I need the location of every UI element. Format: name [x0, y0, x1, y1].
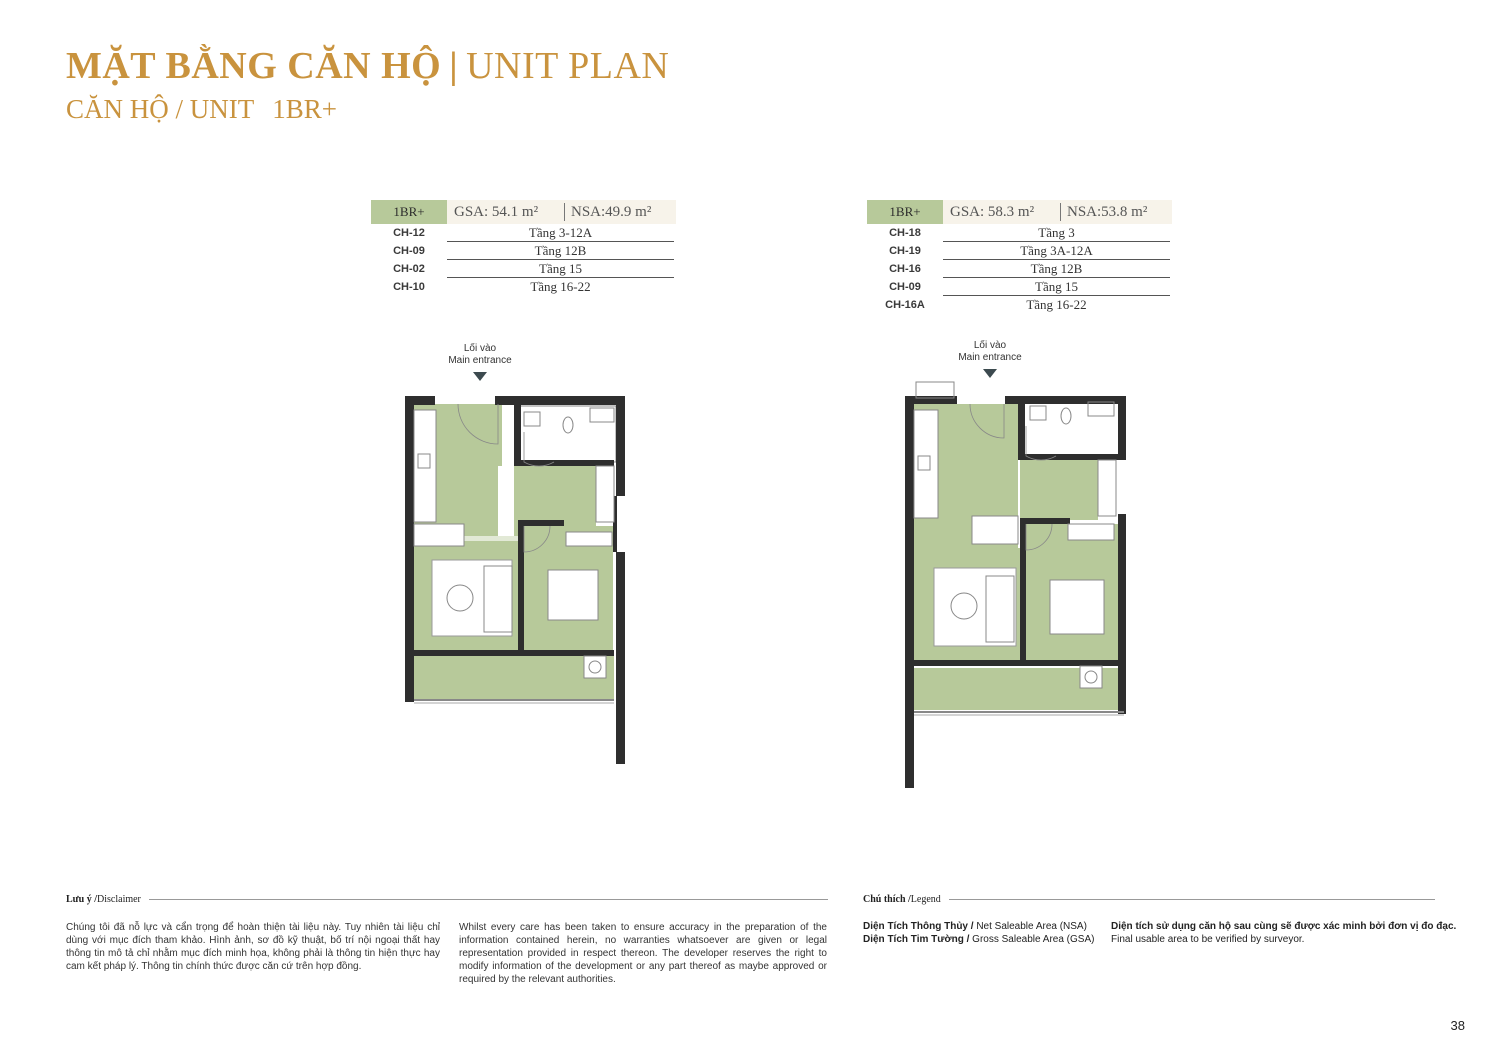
legend-gsa-en: Gross Saleable Area (GSA) — [969, 934, 1095, 945]
legend-gsa-vi: Diện Tích Tim Tường / — [863, 934, 970, 945]
unit-spec-table-2 — [867, 200, 1172, 314]
nsa-value: NSA:49.9 m² — [571, 203, 652, 220]
spec-row — [867, 296, 1172, 314]
unit-code: CH-16 — [889, 263, 921, 275]
unit-code: CH-09 — [889, 281, 921, 293]
living-furniture — [432, 560, 512, 636]
nsa-value: NSA:53.8 m² — [1067, 203, 1148, 220]
entrance-arrow-icon — [983, 369, 997, 378]
unit-code: CH-19 — [889, 245, 921, 257]
gsa-value: GSA: 58.3 m² — [950, 203, 1035, 220]
spec-header — [867, 200, 1172, 224]
legend-gsa — [863, 934, 1094, 945]
disclaimer-head-vi: Lưu ý / — [66, 894, 98, 905]
dining-table — [972, 516, 1018, 544]
legend-nsa-vi: Diện Tích Thông Thủy / — [863, 921, 974, 932]
unit-spec-table-1 — [371, 200, 676, 296]
floor-range: Tầng 12B — [447, 242, 674, 260]
page-subtitle — [66, 94, 337, 125]
floor-plan-1 — [400, 392, 630, 767]
kitchen-counter — [414, 410, 436, 522]
main-entrance-marker-2 — [945, 340, 1035, 378]
unit-code: CH-16A — [885, 299, 925, 311]
legend-nsa-en: Net Saleable Area (NSA) — [973, 921, 1087, 932]
legend-note-en: Final usable area to be verified by surveyor. — [1111, 934, 1305, 945]
disclaimer-head-en: Disclaimer — [97, 894, 141, 905]
spec-row — [371, 224, 676, 242]
floor-range: Tầng 3A-12A — [943, 242, 1170, 260]
disclaimer-text-en: Whilst every care has been taken to ensure accuracy in the preparation of the information contained herein, no warranties whatsoever are given or legal representation provided in respect thereon. The developer reserves the right to modify information of the development or any part thereof as maybe approved or required by the relevant authorities. — [459, 922, 827, 985]
unit-tag: 1BR+ — [867, 200, 943, 224]
unit-code: CH-12 — [393, 227, 425, 239]
foyer-area — [1020, 460, 1098, 520]
unit-code: CH-10 — [393, 281, 425, 293]
title-separator: | — [449, 45, 459, 87]
floor-range: Tầng 15 — [943, 278, 1170, 296]
gsa-value: GSA: 54.1 m² — [454, 203, 539, 220]
floor-range: Tầng 3-12A — [447, 224, 674, 242]
legend-heading — [863, 894, 1435, 905]
unit-code: CH-02 — [393, 263, 425, 275]
disclaimer-heading — [66, 894, 828, 905]
title-english: UNIT PLAN — [466, 45, 670, 87]
divider — [564, 203, 565, 221]
bathroom — [1024, 400, 1120, 456]
entrance-label-vi: Lối vào — [463, 343, 497, 354]
main-entrance-marker-1 — [435, 343, 525, 381]
spec-row — [371, 278, 676, 296]
floor-range: Tầng 15 — [447, 260, 674, 278]
legend-head-en: Legend — [910, 894, 941, 905]
subtitle-label: CĂN HỘ / UNIT — [66, 94, 255, 124]
floor-range: Tầng 16-22 — [530, 279, 591, 294]
spec-header — [371, 200, 676, 224]
title-vietnamese: MẶT BẰNG CĂN HỘ — [66, 45, 442, 87]
spec-row — [867, 224, 1172, 242]
washing-machine-icon — [584, 656, 606, 678]
page-number: 38 — [1450, 1018, 1465, 1033]
legend-nsa — [863, 921, 1087, 932]
washing-machine-icon — [1080, 666, 1102, 688]
floor-plan-2 — [900, 378, 1135, 793]
unit-code: CH-18 — [889, 227, 921, 239]
entrance-label-en: Main entrance — [958, 352, 1022, 363]
spec-row — [867, 278, 1172, 296]
unit-type-code: 1BR+ — [272, 94, 337, 124]
spec-row — [867, 242, 1172, 260]
entrance-arrow-icon — [473, 372, 487, 381]
spec-row — [371, 242, 676, 260]
shoe-cabinet — [916, 382, 954, 398]
unit-tag: 1BR+ — [371, 200, 447, 224]
page-title — [66, 44, 669, 88]
bed — [548, 570, 598, 620]
legend-note-vi-text: Diện tích sử dụng căn hộ sau cùng sẽ được xác minh bởi đơn vị đo đạc. — [1111, 921, 1457, 932]
entrance-label-en: Main entrance — [448, 355, 512, 366]
floor-range: Tầng 12B — [943, 260, 1170, 278]
wardrobe — [566, 532, 612, 546]
unit-code: CH-09 — [393, 245, 425, 257]
divider — [149, 899, 828, 900]
legend-head-vi: Chú thích / — [863, 894, 911, 905]
dining-table — [414, 524, 464, 546]
bed — [1050, 580, 1104, 634]
bathroom — [518, 406, 616, 462]
floor-range: Tầng 3 — [943, 224, 1170, 242]
legend-note-vi — [1111, 921, 1456, 932]
spec-row — [867, 260, 1172, 278]
entrance-label-vi: Lối vào — [973, 340, 1007, 351]
wardrobe — [1068, 524, 1114, 540]
spec-row — [371, 260, 676, 278]
disclaimer-text-vi: Chúng tôi đã nỗ lực và cẩn trọng để hoàn thiện tài liệu này. Tuy nhiên tài liệu chỉ dùng với mục đích tham khảo. Hình ảnh, sơ đồ kỹ thuật, bố trí nội ngoại thất hay thông tin mô tả chỉ nhằm mục đích minh họa, không phải là thông tin hiện thực hay cam kết pháp lý. Thông tin chính thức được căn cứ trên hợp đồng. — [66, 922, 440, 972]
floor-range: Tầng 16-22 — [1026, 297, 1087, 312]
divider — [949, 899, 1435, 900]
living-furniture — [934, 568, 1016, 646]
divider — [1060, 203, 1061, 221]
